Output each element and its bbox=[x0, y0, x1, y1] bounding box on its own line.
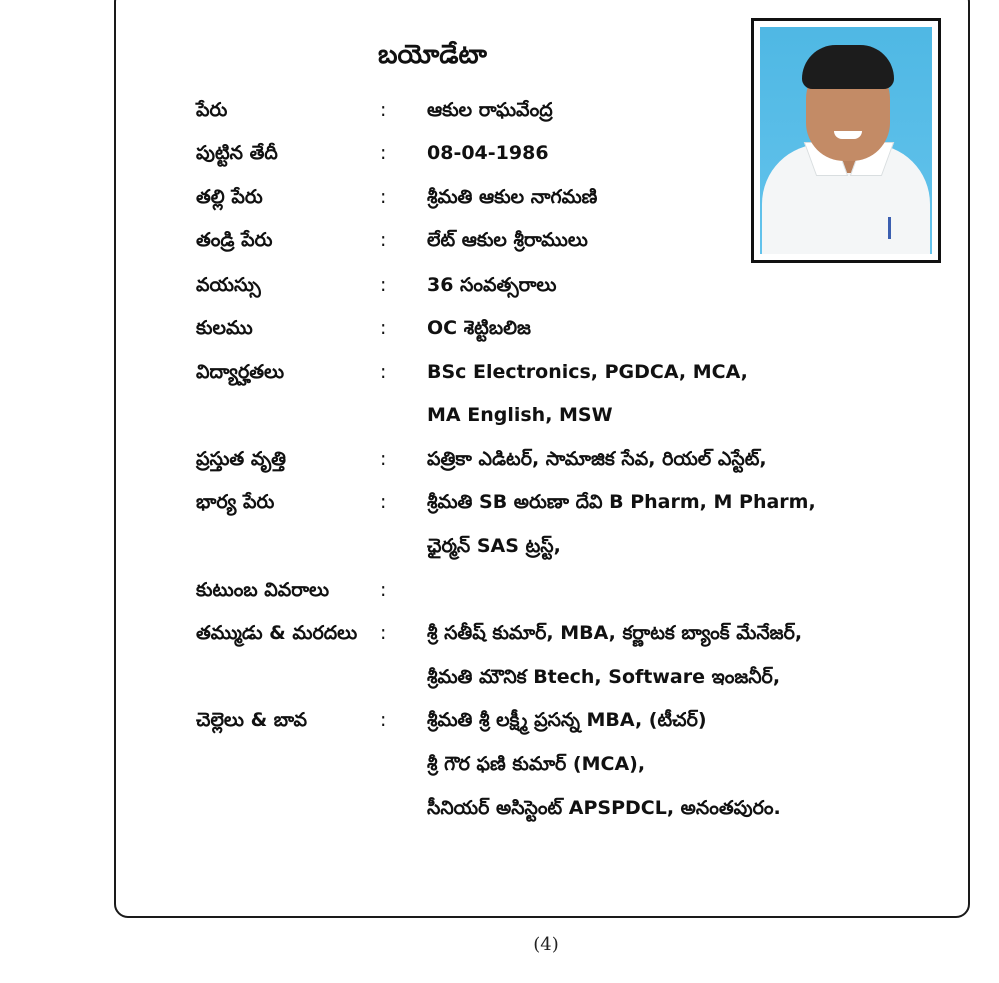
field-value: BSc Electronics, PGDCA, MCA, bbox=[427, 361, 748, 383]
field-value: ఛైర్మన్ SAS ట్రస్ట్, bbox=[427, 535, 561, 557]
field-colon: : bbox=[380, 579, 387, 601]
field-value: శ్రీమతి SB అరుణా దేవి B Pharm, M Pharm, bbox=[427, 491, 816, 513]
page-number: (4) bbox=[533, 934, 559, 955]
field-value: పత్రికా ఎడిటర్, సామాజిక సేవ, రియల్ ఎస్టేట్, bbox=[427, 448, 767, 470]
field-value: 08-04-1986 bbox=[427, 142, 549, 164]
field-value: లేట్ ఆకుల శ్రీరాములు bbox=[427, 229, 588, 251]
page-title: బయోడేటా bbox=[378, 40, 487, 70]
field-value: OC శెట్టిబలిజ bbox=[427, 317, 531, 339]
field-value: MA English, MSW bbox=[427, 404, 613, 426]
field-label: కుటుంబ వివరాలు bbox=[196, 579, 330, 601]
field-colon: : bbox=[380, 317, 387, 339]
field-label: భార్య పేరు bbox=[196, 491, 275, 513]
field-value: శ్రీ సతీష్ కుమార్, MBA, కర్ణాటక బ్యాంక్ మేనేజర్, bbox=[427, 622, 803, 644]
field-label: వయస్సు bbox=[196, 274, 261, 296]
field-value: శ్రీ గౌర ఫణి కుమార్ (MCA), bbox=[427, 753, 646, 775]
field-colon: : bbox=[380, 361, 387, 383]
field-colon: : bbox=[380, 274, 387, 296]
field-colon: : bbox=[380, 491, 387, 513]
field-colon: : bbox=[380, 448, 387, 470]
field-value: శ్రీమతి మౌనిక Btech, Software ఇంజనీర్, bbox=[427, 666, 781, 688]
field-label: తండ్రి పేరు bbox=[196, 229, 273, 251]
field-label: పేరు bbox=[196, 99, 228, 121]
field-value: సీనియర్ అసిస్టెంట్ APSPDCL, అనంతపురం. bbox=[427, 797, 781, 819]
field-colon: : bbox=[380, 142, 387, 164]
photo-frame bbox=[751, 18, 941, 263]
field-value: 36 సంవత్సరాలు bbox=[427, 274, 557, 296]
field-colon: : bbox=[380, 99, 387, 121]
field-label: తల్లి పేరు bbox=[196, 186, 263, 208]
field-label: విద్యార్హతలు bbox=[196, 361, 285, 383]
field-label: చెల్లెలు & బావ bbox=[196, 709, 308, 731]
field-label: పుట్టిన తేదీ bbox=[196, 142, 278, 164]
field-value: ఆకుల రాఘవేంద్ర bbox=[427, 99, 553, 121]
field-colon: : bbox=[380, 622, 387, 644]
field-colon: : bbox=[380, 229, 387, 251]
field-label: కులము bbox=[196, 317, 253, 339]
field-label: తమ్ముడు & మరదలు bbox=[196, 622, 358, 644]
field-colon: : bbox=[380, 709, 387, 731]
field-label: ప్రస్తుత వృత్తి bbox=[196, 448, 286, 470]
field-colon: : bbox=[380, 186, 387, 208]
field-value: శ్రీమతి శ్రీ లక్ష్మీ ప్రసన్న MBA, (టీచర్) bbox=[427, 709, 707, 731]
portrait-photo bbox=[760, 27, 932, 254]
field-value: శ్రీమతి ఆకుల నాగమణి bbox=[427, 186, 598, 208]
